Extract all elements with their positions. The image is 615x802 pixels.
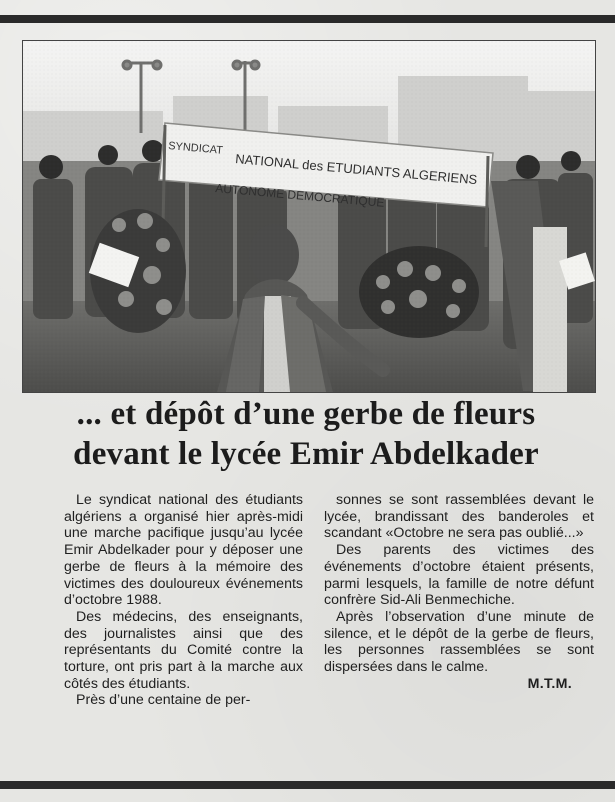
right-paragraph-2: Des parents des victimes des événements d’octobre étaient présents, parmi lesquels, la famille de notre défunt confrère Sid-Ali Benmechiche. (324, 542, 594, 609)
left-paragraph-1: Le syndicat national des étudiants algériens a organisé hier après-midi une marche pacifique jusqu’au lycée Emir Abdelkader pour y déposer une gerbe de fleurs à la mémoire des victimes des douloureux événements d’octobre 1988. (64, 492, 303, 609)
bottom-rule (0, 781, 615, 789)
left-paragraph-2: Des médecins, des enseignants, des journalistes ainsi que des représentants du Comité contre la torture, ont pris part à la marche aux côtés des étudiants. (64, 608, 303, 692)
headline-line-2: devant le lycée Emir Abdelkader (73, 436, 539, 472)
news-photo (22, 40, 596, 393)
headline-line-1: ... et dépôt d’une gerbe de fleurs (76, 396, 536, 432)
top-rule (0, 15, 615, 23)
left-paragraph-3: Près d’une centaine de per- (76, 692, 251, 709)
article-signature: M.T.M. (527, 675, 572, 692)
article-headline (28, 396, 584, 472)
article-left-column (64, 492, 303, 709)
photo-grain-overlay (23, 41, 595, 392)
right-paragraph-3: Après l’observation d’une minute de silence, et le dépôt de la gerbe de fleurs, les personnes rassemblées se sont dispersées dans le calme. (324, 608, 594, 676)
article-right-column (324, 492, 594, 692)
right-paragraph-1: sonnes se sont rassemblées devant le lycée, brandissant des banderoles et scandant «Octobre ne sera pas oublié...» (324, 492, 594, 542)
march-photo-illustration (23, 41, 595, 392)
